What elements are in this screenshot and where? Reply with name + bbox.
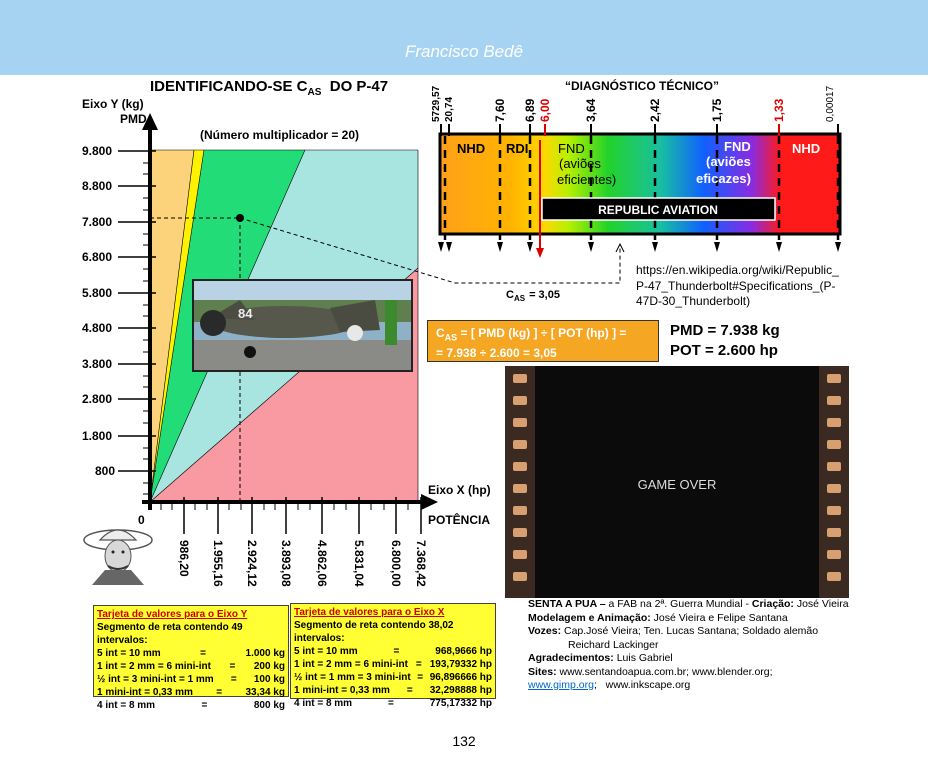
x-tick-label: 1.955,16 — [211, 540, 225, 587]
y-tick-label: 1.800 — [82, 429, 113, 443]
scale-value: 7,60 — [493, 98, 507, 122]
author-name: Francisco Bedê — [404, 42, 524, 61]
x-axis-word: POTÊNCIA — [428, 513, 491, 527]
svg-text:84: 84 — [238, 306, 253, 321]
y-tick-label: 3.800 — [82, 357, 113, 371]
scale-value: 6,89 — [523, 98, 537, 122]
y-axis-label: Eixo Y (kg) — [82, 97, 144, 111]
y-axis-label-pmd: PMD — [120, 112, 147, 126]
scale-value: 3,64 — [584, 98, 598, 122]
x-tick-label: 2.924,12 — [245, 540, 259, 587]
zone-fnd-efficient: (aviões — [559, 156, 601, 171]
y-tick-label: 8.800 — [82, 179, 113, 193]
card-y-axis: Tarjeta de valores para o Eixo Y Segmento de reta contendo 49 intervalos: 5 int = 10 mm = 1.000 kg 1 int = 2 mm = 6 mini-int = 200 kg ½ int = 3 mini-int = 1 mm = 100 kg 1 mini-int = 0,33 mm = 33,34 kg 4 int = 8 mm = 800 kg — [93, 605, 289, 697]
scale-value: 1,33 — [772, 98, 786, 122]
y-tick-label: 7.800 — [82, 215, 113, 229]
zone-fnd-effective: eficazes) — [696, 171, 751, 186]
x-tick-label: 986,20 — [177, 540, 191, 577]
x-tick-label: 3.893,08 — [279, 540, 293, 587]
site-inkscape: www.inkscape.org — [605, 679, 691, 691]
formula-box: $C_{AS}$ = [ PMD (kg) ] ÷ [ POT (hp) ] = = 7.938 ÷ 2.600 = 3,05 — [427, 320, 659, 362]
x-tick-label: 5.831,04 — [352, 540, 366, 587]
y-tick-label: 5.800 — [82, 286, 113, 300]
scale-value: 6,00 — [538, 98, 552, 122]
x-tick-label: 4.862,06 — [315, 540, 329, 587]
y-tick-label: 9.800 — [82, 144, 113, 158]
x-tick-label: 7.368,42 — [414, 540, 428, 587]
x-tick-label: 6.800,00 — [389, 540, 403, 587]
spec-pmd: PMD = 7.938 kg — [670, 322, 780, 339]
zone-nhd-left: NHD — [457, 141, 486, 156]
origin-label: 0 — [138, 513, 145, 527]
zone-fnd-efficient: FND — [558, 141, 585, 156]
scale-value: 5729,57 — [431, 85, 442, 122]
zone-fnd-efficient: eficientes) — [557, 172, 617, 187]
multiplier-note: (Número multiplicador = 20) — [200, 128, 360, 142]
scale-value: 1,75 — [710, 98, 724, 122]
scale-title: “DIAGNÓSTICO TÉCNICO” — [565, 79, 720, 93]
y-tick-label: 2.800 — [82, 392, 113, 406]
y-tick-label: 800 — [95, 464, 116, 478]
scale-value: 20,74 — [444, 96, 455, 122]
video-player[interactable] — [505, 366, 849, 598]
scale-value: 0,00017 — [825, 85, 836, 122]
formula-result: = 7.938 ÷ 2.600 = 3,05 — [436, 346, 557, 361]
zone-rdi: RDI — [506, 141, 529, 156]
source-url: 47D-30_Thunderbolt) — [636, 294, 751, 308]
credits: SENTA A PUA – a FAB na 2ª. Guerra Mundial - Criação: José Vieira Modelagem e Animação: José Vieira e Felipe Santana Vozes: Cap.José Vieira; Ten. Lucas Santana; Soldado alemão Reichard Lackinger Agradecimentos: Luis Gabriel Sites: www.sentandoapua.com.br; www.blender.org; www.gimp.org; www.inkscape.org — [528, 598, 849, 691]
zone-nhd-right: NHD — [792, 141, 821, 156]
zone-fnd-effective: FND — [724, 139, 751, 154]
source-url: https://en.wikipedia.org/wiki/Republic_ — [636, 263, 839, 277]
card-x-axis: Tarjeta de valores para o Eixo X Segmento de reta contendo 38,02 intervalos: 5 int = 10 mm = 968,9666 hp 1 int = 2 mm = 6 mini-int = 193,79332 hp ½ int = 1 mm = 3 mini-int = 96,896666 hp 1 mini-int = 0,33 mm = 32,298888 hp 4 int = 8 mm = 775,17332 hp — [290, 603, 496, 699]
spec-pot: POT = 2.600 hp — [670, 342, 778, 359]
y-tick-label: 4.800 — [82, 321, 113, 335]
source-url: P-47_Thunderbolt#Specifications_(P- — [636, 279, 836, 293]
cas-result: $C_{AS} = 3,05$ — [506, 289, 560, 303]
x-axis-label: Eixo X (hp) — [428, 483, 491, 497]
maker-label: REPUBLIC AVIATION — [598, 203, 718, 217]
video-caption: GAME OVER — [637, 477, 717, 492]
y-tick-label: 6.800 — [82, 250, 113, 264]
zone-fnd-effective: (aviões — [706, 154, 751, 169]
page-number: 132 — [452, 733, 476, 749]
link-gimp[interactable]: www.gimp.org — [528, 679, 594, 691]
chart-title: IDENTIFICANDO-SE $C_{AS}$ DO P-47 — [150, 78, 389, 98]
scale-value: 2,42 — [648, 98, 662, 122]
